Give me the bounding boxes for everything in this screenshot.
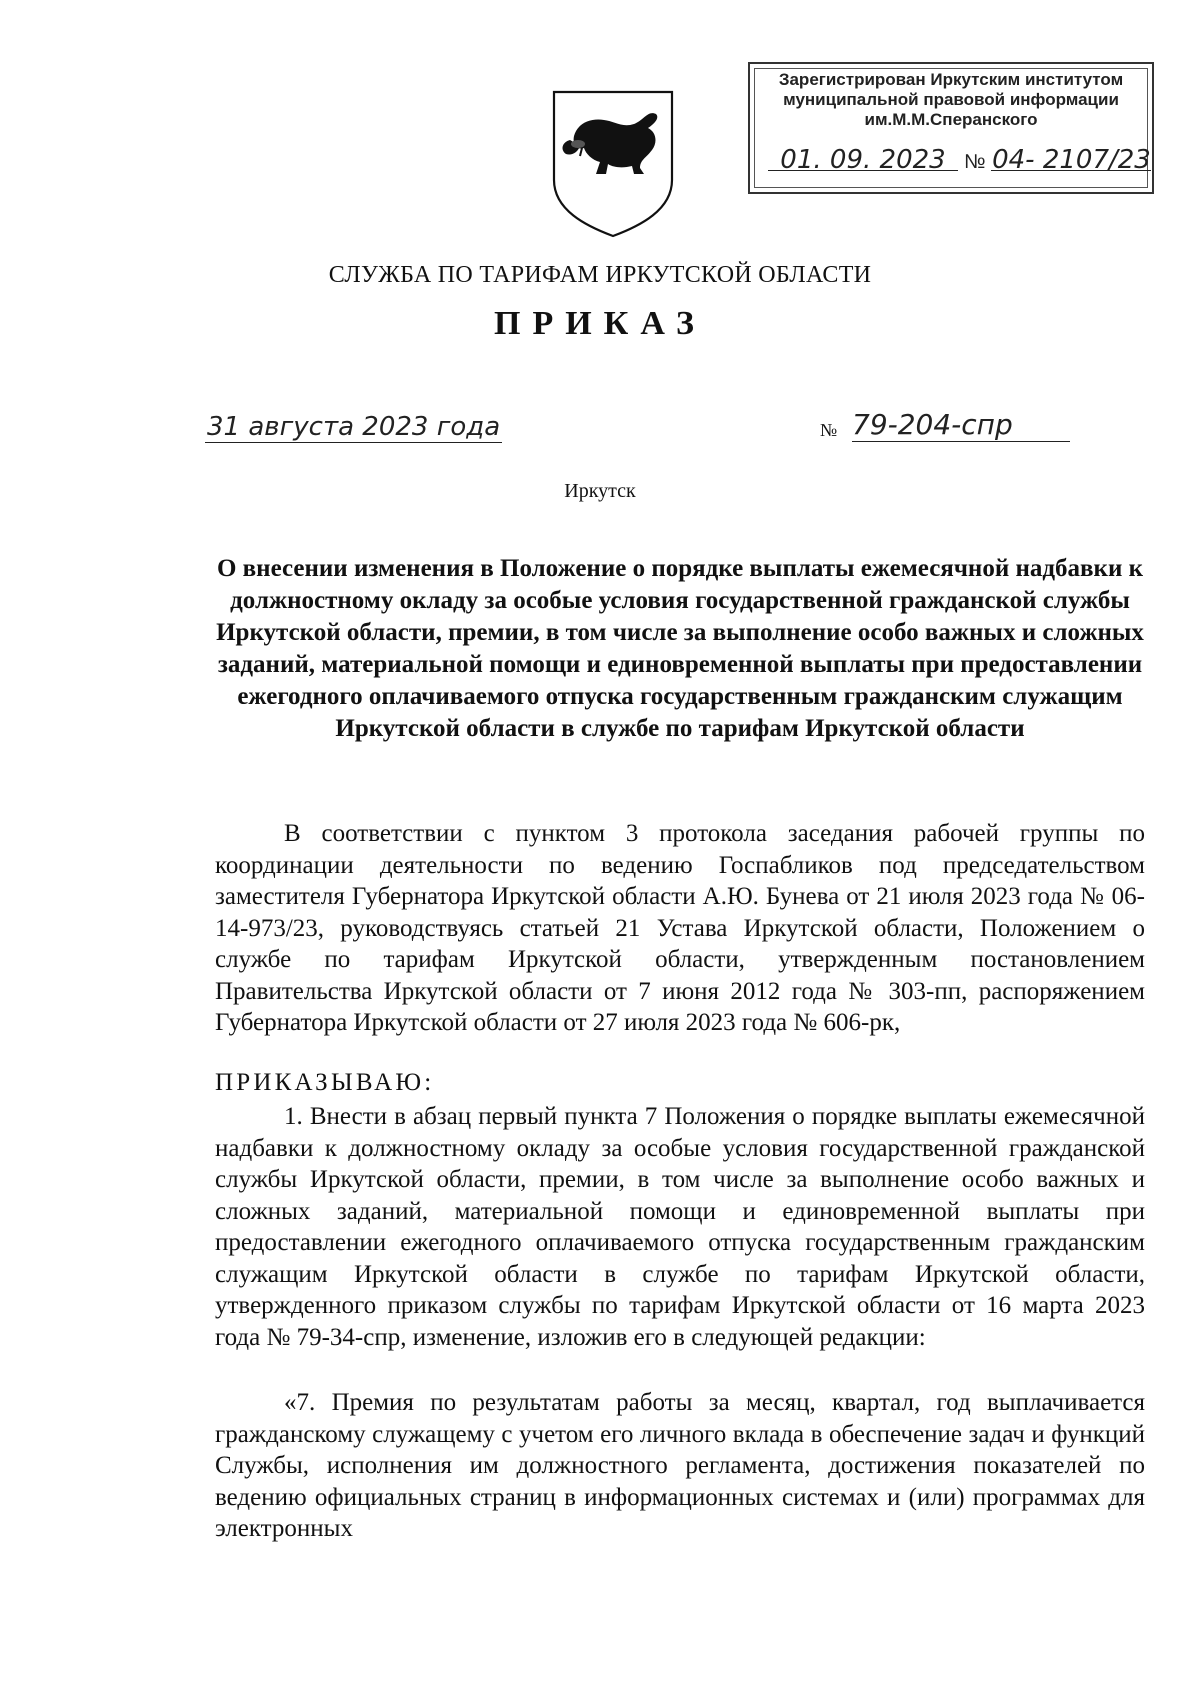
stamp-reg-date: 01. 09. 2023	[768, 150, 958, 171]
registration-stamp	[748, 62, 1154, 194]
document-type-title: ПРИКАЗ	[494, 305, 706, 342]
stamp-number-sign: №	[964, 151, 986, 173]
item-1-paragraph: 1. Внести в абзац первый пункта 7 Положения о порядке выплаты ежемесячной надбавки к должностному окладу за особые условия государственной гражданской службы Иркутской области, премии, в том числе за выполнение особо важных и сложных заданий, материальной помощи и единовременной выплаты при предоставлении ежегодного оплачиваемого отпуска государственным гражданским служащим Иркутской области в службе по тарифам Иркутской области, утвержденного приказом службы по тарифам Иркутской области от 16 марта 2023 года № 79-34-спр, изменение, изложив его в следующей редакции:	[215, 1103, 1145, 1351]
stamp-line-3: им.М.М.Сперанского	[864, 110, 1038, 129]
stamp-reg-number: 04- 2107/23	[992, 145, 1151, 175]
organization-name: СЛУЖБА ПО ТАРИФАМ ИРКУТСКОЙ ОБЛАСТИ	[328, 262, 872, 288]
stamp-line-1: Зарегистрирован Иркутским институтом	[778, 70, 1124, 89]
preamble-paragraph: В соответствии с пунктом 3 протокола заседания рабочей группы по координации деятельности по ведению Госпабликов под председательством заместителя Губернатора Иркутской области А.Ю. Бунева от 21 июля 2023 года № 06-14-973/23, руководствуясь статьей 21 Устава Иркутской области, Положением о службе по тарифам Иркутской области, утвержденным постановлением Правительства Иркутской области от 7 июня 2012 года № 303-пп, распоряжением Губернатора Иркутской области от 27 июля 2023 года № 606-рк,	[215, 820, 1145, 1036]
document-city: Иркутск	[564, 480, 636, 502]
order-word: ПРИКАЗЫВАЮ:	[215, 1069, 435, 1096]
quoted-item-7-paragraph: «7. Премия по результатам работы за месяц, квартал, год выплачивается гражданскому служащему с учетом его личного вклада в обеспечение задач и функций Службы, исполнения им должностного регламента, достижения показателей по ведению официальных страниц в информационных системах и (или) программах для электронных	[215, 1389, 1145, 1542]
document-heading: О внесении изменения в Положение о порядке выплаты ежемесячной надбавки к должностному окладу за особые условия государственной гражданской службы Иркутской области, премии, в том числе за выполнение особо важных и сложных заданий, материальной помощи и единовременной выплаты при предоставлении ежегодного оплачиваемого отпуска государственным гражданским служащим Иркутской области в службе по тарифам Иркутской области	[216, 555, 1144, 742]
stamp-line-2: муниципальной правовой информации	[783, 90, 1119, 109]
stamp-text	[750, 70, 1152, 130]
document-number-sign: №	[820, 420, 838, 440]
coat-of-arms-emblem	[548, 88, 678, 238]
document-date: 31 августа 2023 года	[207, 412, 501, 442]
stamp-registration-row	[768, 145, 1151, 184]
document-number: 79-204-спр	[852, 408, 1070, 442]
